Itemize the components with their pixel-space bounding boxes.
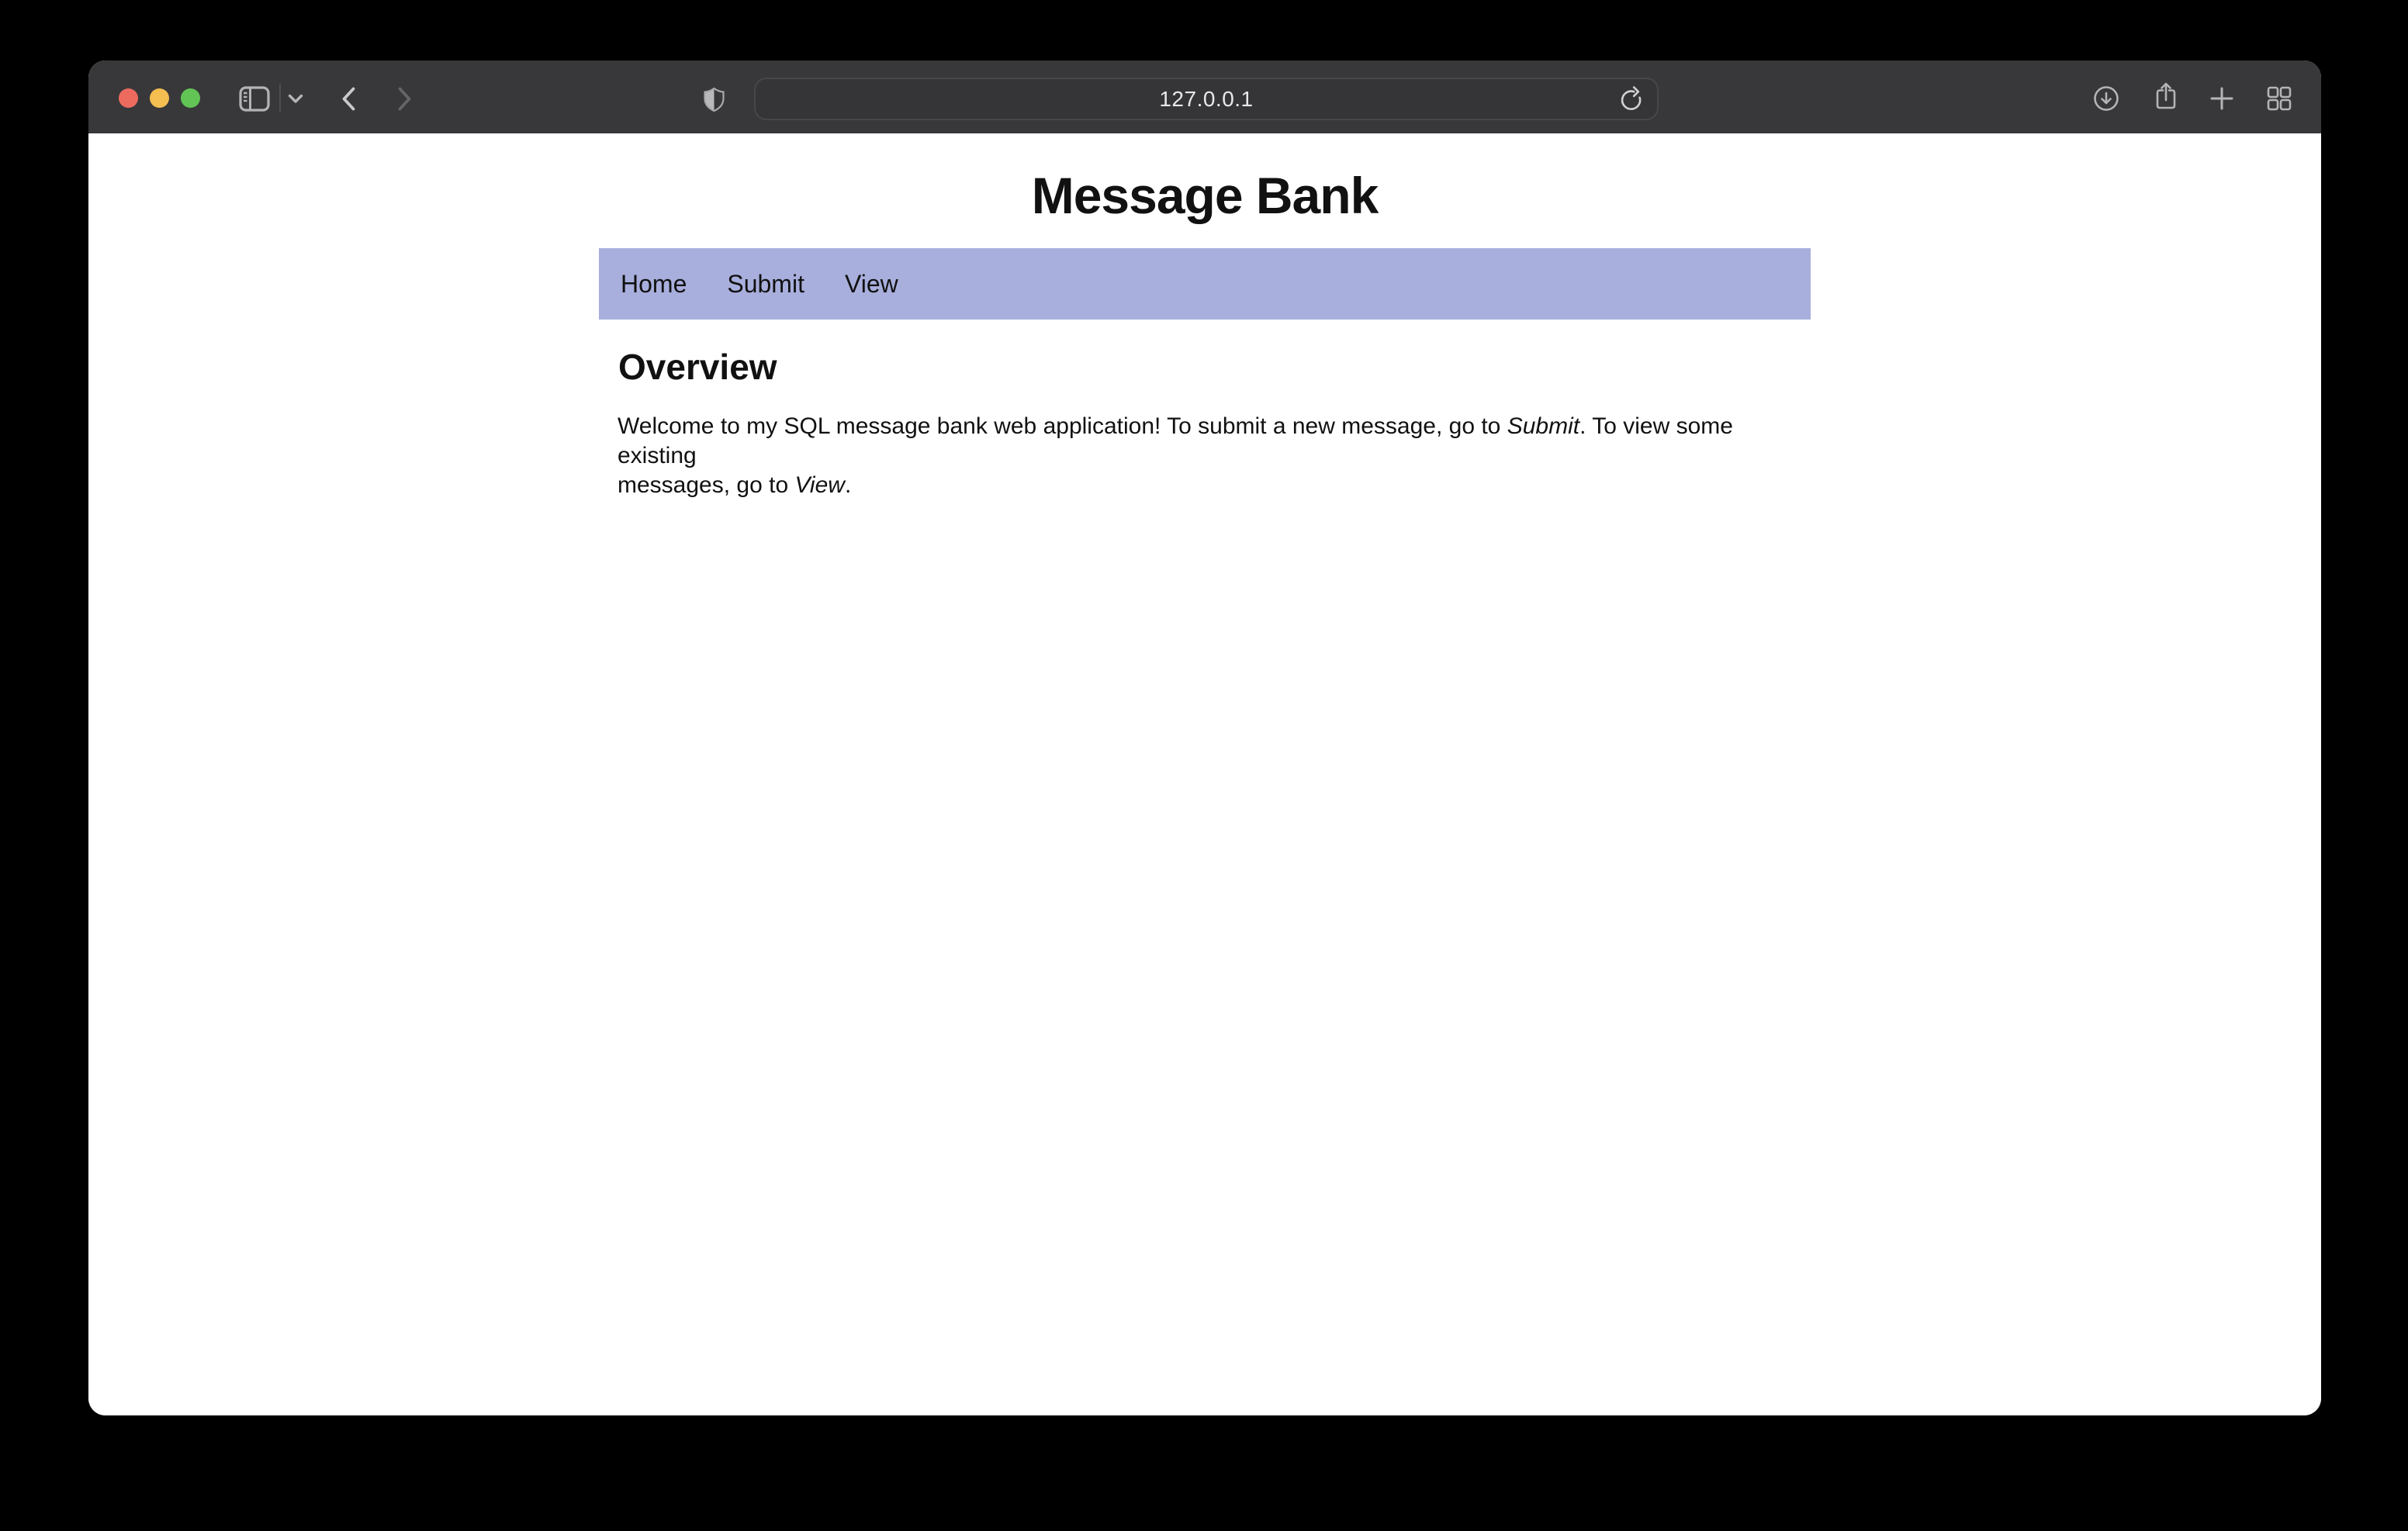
reload-button[interactable] xyxy=(1618,86,1645,112)
tab-overview-button[interactable] xyxy=(2267,86,2292,111)
toolbar-divider xyxy=(279,84,281,112)
paragraph-run: . xyxy=(844,472,852,498)
sidebar-toggle-icon xyxy=(239,86,270,112)
tab-overview-icon xyxy=(2267,86,2292,111)
welcome-paragraph xyxy=(618,412,1791,500)
address-bar-url: 127.0.0.1 xyxy=(1159,86,1254,111)
chevron-down-icon xyxy=(288,94,303,104)
paragraph-run: Welcome to my SQL message bank web application! To submit a new message, go to xyxy=(618,413,1507,439)
section-heading: Overview xyxy=(618,347,777,387)
privacy-report-button[interactable] xyxy=(704,88,725,112)
page-title: Message Bank xyxy=(1031,167,1379,224)
new-tab-icon xyxy=(2209,86,2234,111)
traffic-light-close-button[interactable] xyxy=(119,88,138,108)
view-emphasis: View xyxy=(794,472,845,498)
new-tab-button[interactable] xyxy=(2209,86,2234,111)
reload-icon xyxy=(1618,86,1645,112)
paragraph-run: . To view some existing xyxy=(618,413,1733,468)
traffic-lights xyxy=(119,88,200,108)
sidebar-toggle-button[interactable] xyxy=(239,86,270,112)
traffic-light-zoom-button[interactable] xyxy=(181,88,200,108)
nav-link-view[interactable]: View xyxy=(844,269,898,298)
tab-group-menu-button[interactable] xyxy=(288,94,303,104)
traffic-light-minimize-button[interactable] xyxy=(150,88,169,108)
forward-button[interactable] xyxy=(397,87,412,111)
privacy-shield-icon xyxy=(704,88,725,112)
back-button[interactable] xyxy=(341,87,356,111)
downloads-icon xyxy=(2093,85,2119,112)
back-icon xyxy=(341,87,356,111)
paragraph-run: messages, go to xyxy=(618,472,795,498)
address-bar[interactable] xyxy=(754,78,1659,120)
page-section xyxy=(599,346,1811,500)
browser-window xyxy=(88,60,2321,1415)
browser-toolbar xyxy=(88,60,2321,133)
submit-emphasis: Submit xyxy=(1507,413,1580,439)
web-page xyxy=(88,133,2321,1415)
forward-icon xyxy=(397,87,412,111)
nav-link-home[interactable]: Home xyxy=(621,269,687,298)
navbar xyxy=(599,248,1811,320)
nav-link-submit[interactable]: Submit xyxy=(727,269,804,298)
share-icon xyxy=(2154,81,2178,111)
downloads-button[interactable] xyxy=(2093,85,2119,112)
share-button[interactable] xyxy=(2154,81,2178,111)
